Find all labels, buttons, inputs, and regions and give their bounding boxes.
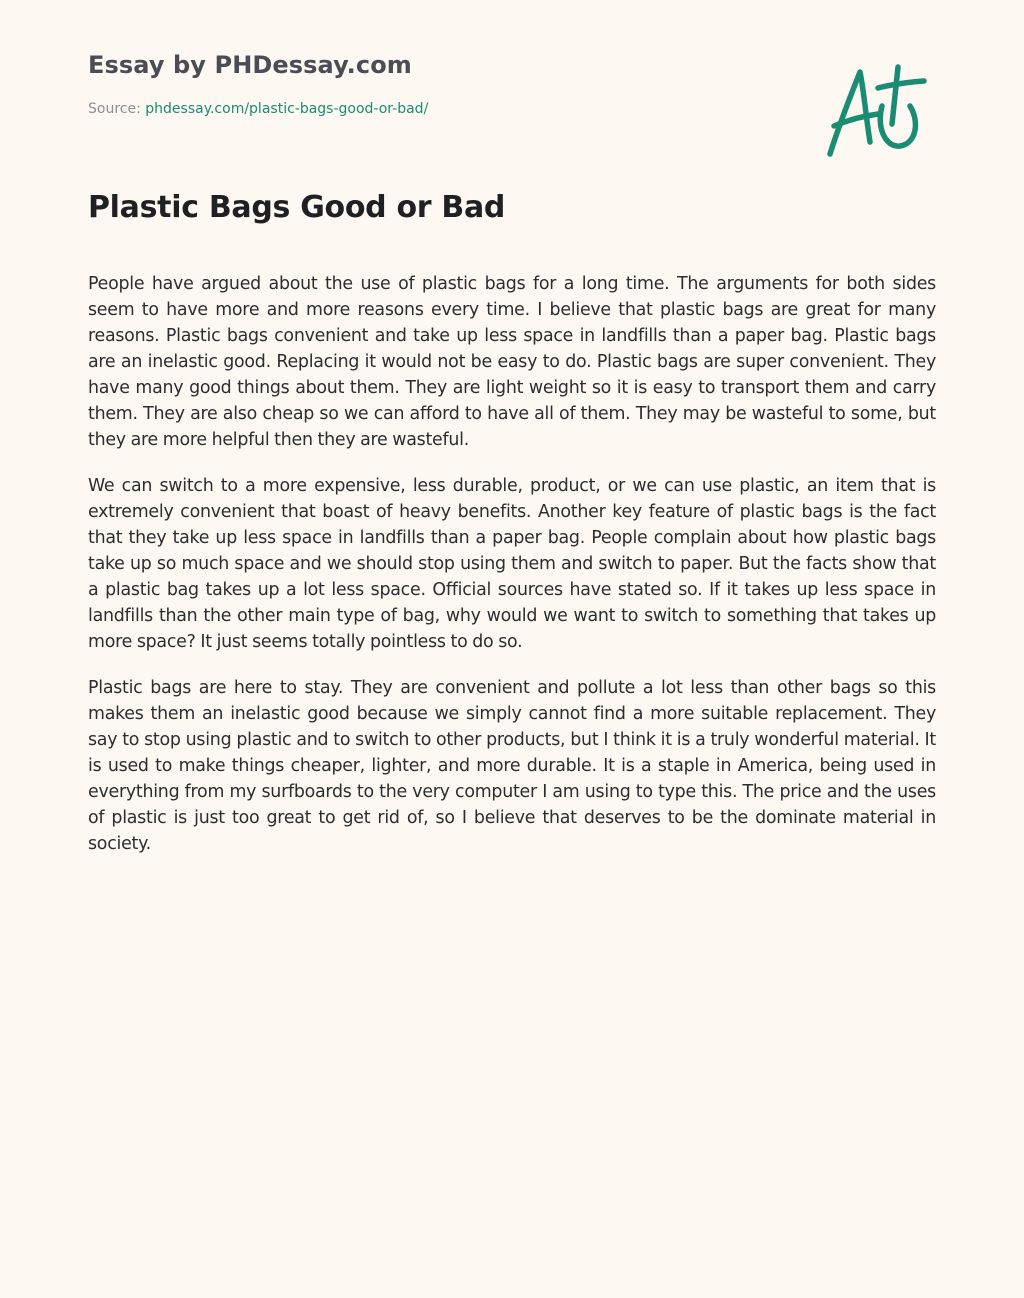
source-link[interactable]: phdessay.com/plastic-bags-good-or-bad/ xyxy=(145,101,429,117)
essay-paragraph: Plastic bags are here to stay. They are convenient and pollute a lot less than other bags so this makes them an inelastic good because we simply cannot find a more suitable replacement. They say to stop using plastic and to switch to other products, but I think it is a truly wonderful material. It is used to make things cheaper, lighter, and more durable. It is a staple in America, being used in everything from my surfboards to the very computer I am using to type this. The price and the uses of plastic is just too great to get rid of, so I believe that deserves to be the dominate material in society. xyxy=(88,678,936,854)
essay-paragraph: We can switch to a more expensive, less durable, product, or we can use plastic, an item that is extremely convenient that boast of heavy benefits. Another key feature of plastic bags is the fact that they take up less space in landfills than a paper bag. People complain about how plastic bags take up so much space and we should stop using them and switch to paper. But the facts show that a plastic bag takes up a lot less space. Official sources have stated so. If it takes up less space in landfills than the other main type of bag, why would we want to switch to something that takes up more space? It just seems totally pointless to do so. xyxy=(88,476,936,652)
essay-body xyxy=(88,271,936,877)
a-plus-grade-icon xyxy=(820,62,930,162)
source-line xyxy=(88,101,428,117)
brand-title: Essay by PHDessay.com xyxy=(88,51,412,79)
source-label: Source: xyxy=(88,101,141,117)
essay-paragraph: People have argued about the use of plastic bags for a long time. The arguments for both sides seem to have more and more reasons every time. I believe that plastic bags are great for many reasons. Plastic bags convenient and take up less space in landfills than a paper bag. Plastic bags are an inelastic good. Replacing it would not be easy to do. Plastic bags are super convenient. They have many good things about them. They are light weight so it is easy to transport them and carry them. They are also cheap so we can afford to have all of them. They may be wasteful to some, but they are more helpful then they are wasteful. xyxy=(88,274,936,450)
essay-title: Plastic Bags Good or Bad xyxy=(88,190,506,225)
